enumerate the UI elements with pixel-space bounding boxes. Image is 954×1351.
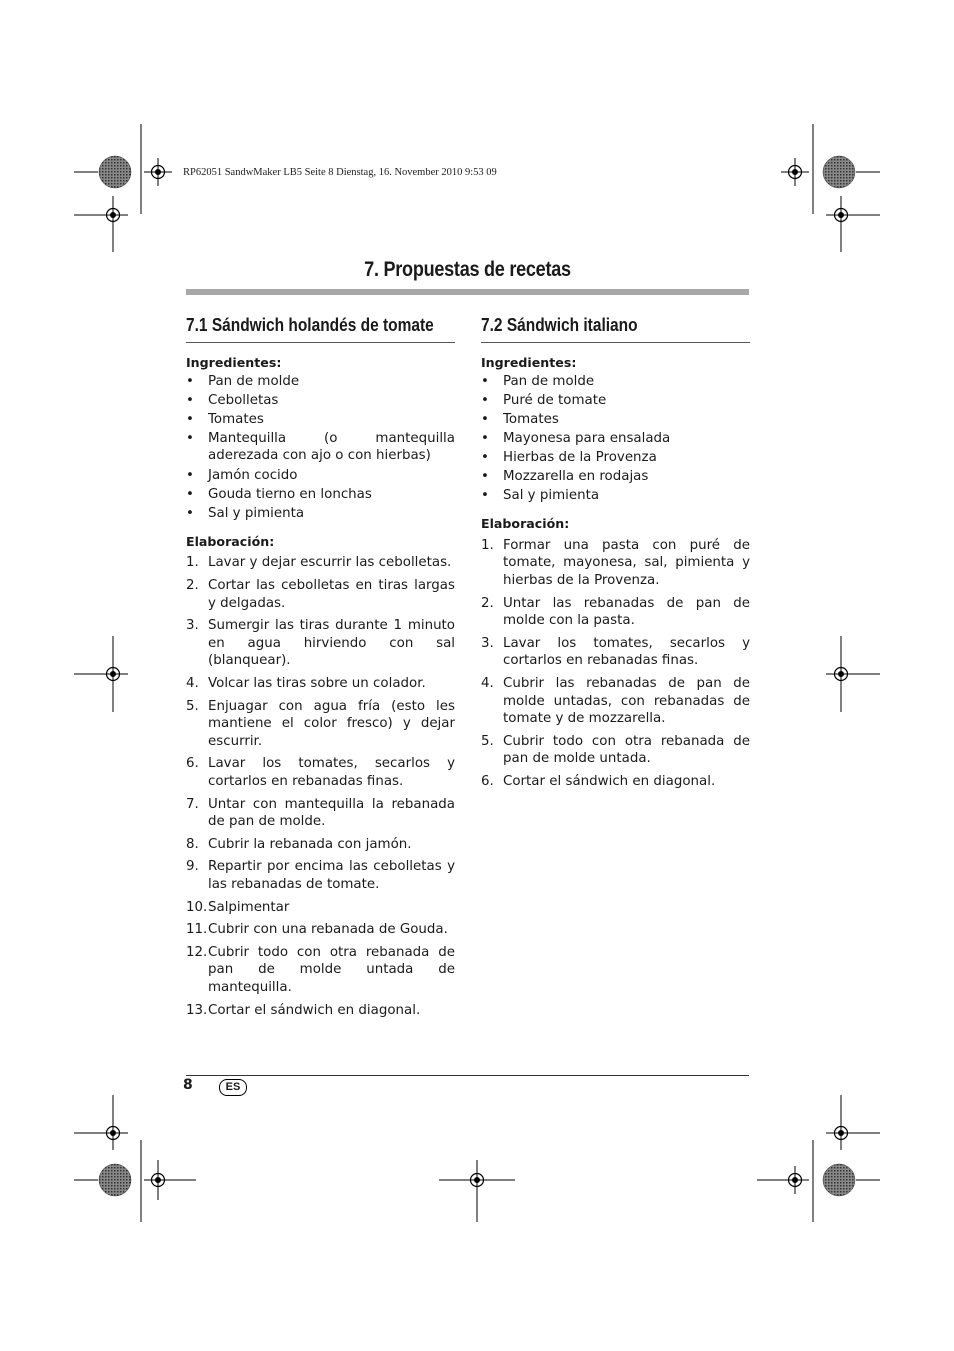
ingredient-item: • Mozzarella en rodajas xyxy=(481,469,649,485)
step-item: 13. Cortar el sándwich en diagonal. xyxy=(186,1002,421,1018)
step-item: 3. Lavar los tomates, secarlos y cortarlos en rebanadas finas. xyxy=(481,635,750,669)
step-item: 3. Sumergir las tiras durante 1 minuto en agua hirviendo con sal (blanquear). xyxy=(186,618,455,669)
ingredient-item: • Hierbas de la Provenza xyxy=(481,449,657,465)
footer-rule xyxy=(186,1075,749,1076)
step-item: 11. Cubrir con una rebanada de Gouda. xyxy=(186,922,448,938)
step-item: 2. Untar las rebanadas de pan de molde con la pasta. xyxy=(481,595,750,629)
ingredient-item: • Pan de molde xyxy=(481,373,595,389)
step-item: 4. Cubrir las rebanadas de pan de molde untadas, con rebanadas de tomate y de mozzarella. xyxy=(481,676,750,727)
step-item: 4. Volcar las tiras sobre un colador. xyxy=(186,676,426,691)
page-title: 7. Propuestas de recetas xyxy=(364,258,571,281)
title-rule xyxy=(186,289,749,295)
ingredient-item: • Puré de tomate xyxy=(481,392,607,408)
language-badge: ES xyxy=(219,1079,247,1096)
step-item: 8. Cubrir la rebanada con jamón. xyxy=(186,836,412,852)
step-item: 7. Untar con mantequilla la rebanada de pan de molde. xyxy=(186,796,455,830)
ingredient-item: • Sal y pimienta xyxy=(186,505,305,521)
step-item: 6. Cortar el sándwich en diagonal. xyxy=(481,773,716,789)
recipe-dutch-tomato xyxy=(186,314,455,1024)
step-item: 2. Cortar las cebolletas en tiras largas y delgadas. xyxy=(186,578,455,611)
ingredient-item: • Cebolletas xyxy=(186,392,279,408)
ingredients-list xyxy=(481,373,750,505)
page-number: 8 xyxy=(183,1077,193,1093)
method-label: Elaboración: xyxy=(481,516,570,532)
ingredient-item: • Mayonesa para ensalada xyxy=(481,430,671,446)
recipe-italian xyxy=(481,314,750,796)
ingredient-item: • Tomates xyxy=(481,411,559,427)
steps-list xyxy=(481,537,750,791)
ingredient-item: • Gouda tierno en lonchas xyxy=(186,486,372,502)
ingredient-item: • Pan de molde xyxy=(186,373,300,389)
step-item: 5. Enjuagar con agua fría (esto les mantiene el color fresco) y dejar escurrir. xyxy=(186,698,455,749)
step-item: 9. Repartir por encima las cebolletas y las rebanadas de tomate. xyxy=(186,859,455,892)
section-rule xyxy=(186,342,455,343)
step-item: 1. Lavar y dejar escurrir las cebolletas. xyxy=(186,555,452,571)
step-item: 5. Cubrir todo con otra rebanada de pan de molde untada. xyxy=(481,733,750,767)
print-slug: RP62051 SandwMaker LB5 Seite 8 Dienstag, 16. November 2010 9:53 09 xyxy=(183,167,497,178)
step-item: 10. Salpimentar xyxy=(186,899,290,915)
step-item: 1. Formar una pasta con puré de tomate, mayonesa, sal, pimienta y hierbas de la Provenza. xyxy=(481,537,750,589)
ingredients-label: Ingredientes: xyxy=(481,355,577,370)
steps-list xyxy=(186,554,455,1019)
ingredients-label: Ingredientes: xyxy=(186,355,282,370)
ingredient-item: • Mantequilla (o mantequilla aderezada con ajo o con hierbas) xyxy=(186,430,455,464)
section-heading: 7.1 Sándwich holandés de tomate xyxy=(186,315,434,335)
method-label: Elaboración: xyxy=(186,533,275,549)
ingredients-list xyxy=(186,373,455,523)
ingredient-item: • Sal y pimienta xyxy=(481,488,600,504)
section-rule xyxy=(481,342,750,343)
step-item: 12. Cubrir todo con otra rebanada de pan de molde untada de mantequilla. xyxy=(186,944,455,995)
section-heading: 7.2 Sándwich italiano xyxy=(481,315,638,335)
ingredient-item: • Tomates xyxy=(186,411,264,427)
ingredient-item: • Jamón cocido xyxy=(186,467,298,483)
step-item: 6. Lavar los tomates, secarlos y cortarlos en rebanadas finas. xyxy=(186,756,455,789)
